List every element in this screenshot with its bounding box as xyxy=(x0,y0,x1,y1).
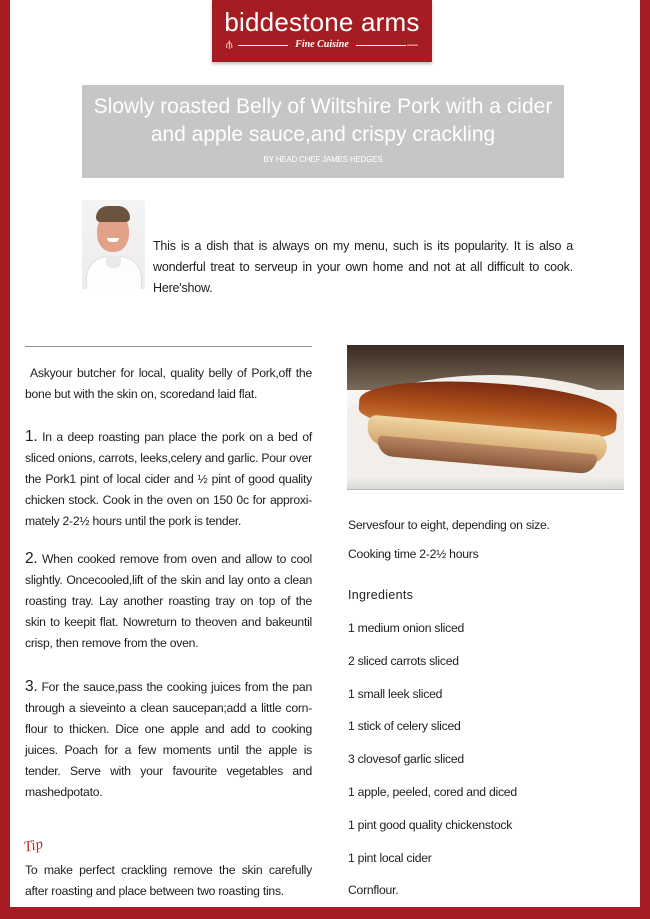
ingredient-item: 1 apple, peeled, cored and diced xyxy=(348,784,517,799)
ingredients-heading: Ingredients xyxy=(348,588,414,602)
brand-logo xyxy=(212,0,432,62)
cooking-time: Cooking time 2-2½ hours xyxy=(348,547,479,561)
recipe-title-banner xyxy=(82,85,564,178)
pork-belly-photo xyxy=(347,345,624,490)
method-step-3 xyxy=(25,676,312,803)
serves-info: Servesfour to eight, depending on size. xyxy=(348,518,550,532)
knife-icon: — xyxy=(407,39,418,51)
brand-name: biddestone arms xyxy=(224,7,420,37)
recipe-title: Slowly roasted Belly of Wiltshire Pork with a cider and apple sauce,and crispy crackling xyxy=(93,95,553,146)
tip-label: Tip xyxy=(22,836,45,856)
photo-shadow xyxy=(347,477,624,489)
step-number: 3. xyxy=(25,678,38,695)
step-text: When cooked remove from oven and allow to cool slightly. Oncecooled,lift of the skin and lay onto a clean roasting tray. Lay another roasting tray on top of the skin to keepit flat. Nowreturn to theoven and bakeuntil crisp, then remove from the oven. xyxy=(25,552,312,650)
ingredient-item: 2 sliced carrots sliced xyxy=(348,653,459,668)
page-frame-bottom xyxy=(0,907,650,919)
ingredient-item: 1 pint local cider xyxy=(348,850,432,865)
step-number: 1. xyxy=(25,428,38,445)
butcher-paragraph: Askyour butcher for local, quality belly of Pork,off the bone but with the skin on, scoredand laid flat. xyxy=(25,366,312,401)
brand-tagline: Fine Cuisine xyxy=(295,39,349,50)
fork-icon: ⫛ xyxy=(226,39,233,51)
ingredient-item: 1 stick of celery sliced xyxy=(348,719,461,734)
brand-tagline-row xyxy=(226,38,418,52)
page-frame-left xyxy=(0,0,10,919)
ingredient-item: Cornflour. xyxy=(348,883,399,898)
ingredient-item: 1 pint good quality chickenstock xyxy=(348,817,513,832)
tagline-rule-right xyxy=(356,45,406,46)
page-frame-right xyxy=(640,0,650,919)
step-number: 2. xyxy=(25,550,38,567)
chef-hair xyxy=(96,206,130,222)
intro-paragraph: This is a dish that is always on my menu, such is its popularity. It is also a wonderful treat to serveup in your own home and not at all difficult to cook. Here'show. xyxy=(153,239,573,295)
chef-collar xyxy=(106,256,121,268)
tip-text: To make perfect crackling remove the skin carefully after roasting and place between two roasting tins. xyxy=(25,863,312,898)
ingredients-list xyxy=(348,621,517,916)
divider-rule xyxy=(25,346,312,347)
method-step-1 xyxy=(25,426,312,532)
method-step-2 xyxy=(25,548,312,654)
step-text: In a deep roasting pan place the pork on a bed of sliced onions, carrots, leeks,celery and garlic. Pour over the Pork1 pint of local cider and ½ pint of good quality chicken stock. Cook in the oven on 150 0c for approxi-mately 2-2½ hours until the pork is tender. xyxy=(25,430,312,528)
ingredient-item: 1 small leek sliced xyxy=(348,686,443,701)
chef-portrait xyxy=(82,200,145,289)
recipe-byline: BY HEAD CHEF JAMES HEDGES xyxy=(263,155,383,164)
ingredient-item: 1 medium onion sliced xyxy=(348,621,465,635)
step-text: For the sauce,pass the cooking juices from the pan through a sieveinto a clean saucepan;add a little corn-flour to thicken. Dice one apple and add to cooking juices. Poach for a few moments until the apple is tender. Serve with your favourite vegetables and mashedpotato. xyxy=(25,680,312,799)
ingredient-item: 3 clovesof garlic sliced xyxy=(348,752,464,767)
